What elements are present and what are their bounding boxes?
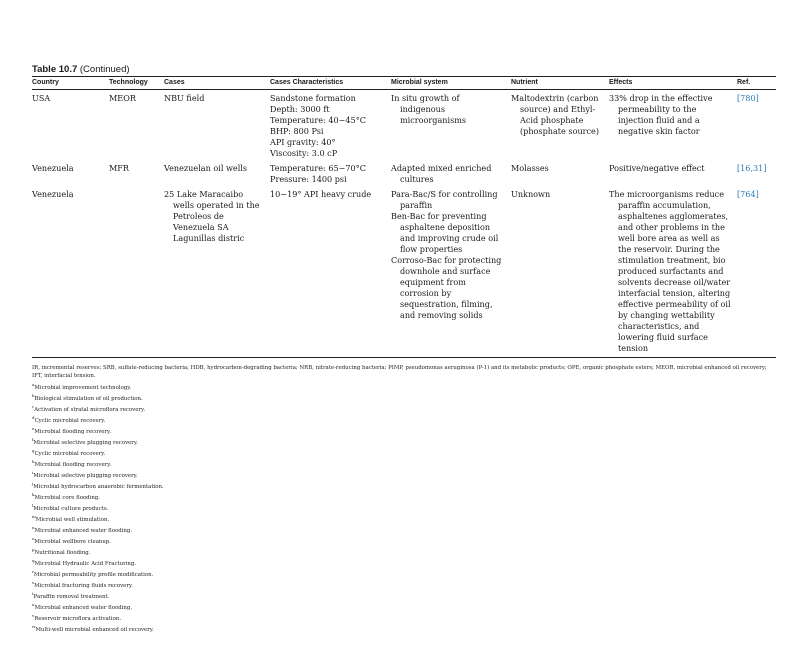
- footnote-text: Nutritional flooding.: [34, 550, 91, 557]
- case-line: NBU field: [164, 93, 205, 103]
- footnote-line: [32, 590, 776, 601]
- footnote-mark: n: [32, 525, 35, 531]
- footnote-text: Microbial Hydraulic Acid Fracturing.: [34, 561, 137, 568]
- footnote-mark: w: [32, 624, 36, 630]
- col-header-nutrient: Nutrient: [511, 77, 609, 90]
- cell-country: Venezuela: [32, 186, 109, 358]
- footnote-text: Microbial enhanced water flooding.: [34, 528, 133, 535]
- footnote-mark: c: [32, 404, 35, 410]
- header-row: [32, 77, 776, 90]
- nutrient-text: Unknown: [511, 189, 551, 199]
- col-header-characteristics: Cases Characteristics: [270, 77, 391, 90]
- cell-technology: [109, 186, 164, 358]
- cell-nutrient: [511, 160, 609, 186]
- col-header-cases: Cases: [164, 77, 270, 90]
- table-title: [32, 64, 776, 76]
- footnote-line: [32, 491, 776, 502]
- footnote-mark: f: [32, 437, 34, 443]
- footnote-mark: l: [32, 503, 34, 509]
- characteristic-line: API gravity: 40°: [270, 137, 336, 147]
- cell-nutrient: [511, 90, 609, 161]
- footnote-text: Microbial flooding recovery.: [34, 462, 112, 469]
- table-footnotes: [32, 364, 776, 634]
- cell-ref-link[interactable]: [16,31]: [737, 163, 767, 173]
- effects-text: The microorganisms reduce paraffin accumulation, asphaltenes agglomerates, and other problems in the well bore area as well as the reservoir. During the stimulation treatment, bio produced surfactants and solvents decrease oil/water interfacial tension, altering effective permeability of oil by changing wettability characteristics, and lowering fluid surface tension: [609, 189, 731, 353]
- footnote-text: Paraffin removal treatment.: [33, 594, 110, 601]
- effects-text: Positive/negative effect: [609, 163, 705, 173]
- cell-characteristics: [270, 90, 391, 161]
- characteristic-line: Temperature: 65−70°C: [270, 163, 366, 173]
- footnote-text: Cyclic microbial recovery.: [34, 418, 106, 425]
- footnote-line: [32, 546, 776, 557]
- footnote-line: [32, 469, 776, 480]
- footnote-text: Microbial selective plugging recovery.: [33, 440, 138, 447]
- footnote-line: [32, 436, 776, 447]
- abbreviations-note: IR, incremental reserves; SRB, sulfate-reducing bacteria; HDB, hydrocarbon-degrading bacteria; NRB, nitrate-reducing bacteria; PIMP, pseudomonas aeruginosa (P-1) and its metabolic products; OPE, organic phosphate esters; MEOR, microbial enhanced oil recovery; IFT, interfacial tension.: [32, 365, 767, 380]
- case-line: 25 Lake Maracaibo wells operated in the Petroleos de Venezuela SA Lagunillas distric: [164, 189, 260, 243]
- footnote-line: [32, 458, 776, 469]
- footnote-mark: a: [32, 382, 35, 388]
- table-row: [32, 90, 776, 161]
- footnote-line: [32, 447, 776, 458]
- footnote-mark: b: [32, 393, 35, 399]
- cell-characteristics: [270, 160, 391, 186]
- footnote-mark: r: [32, 569, 34, 575]
- footnote-mark: i: [32, 470, 34, 476]
- cell-ref-link[interactable]: [780]: [737, 93, 759, 103]
- footnote-mark: e: [32, 426, 35, 432]
- microbial-entry: In situ growth of indigenous microorganisms: [391, 93, 467, 125]
- cell-country: USA: [32, 93, 51, 103]
- characteristic-line: Temperature: 40−45°C: [270, 115, 366, 125]
- characteristic-line: Viscosity: 3.0 cP: [270, 148, 338, 158]
- characteristic-line: BHP: 800 Psi: [270, 126, 324, 136]
- footnote-line: [32, 381, 776, 392]
- footnote-line: [32, 414, 776, 425]
- cell-technology: MEOR: [109, 93, 136, 103]
- nutrient-text: Maltodextrin (carbon source) and Ethyl-Acid phosphate (phosphate source): [511, 93, 600, 136]
- footnote-text: Microbial hydrocarbon anaerobic fermentation.: [33, 484, 164, 491]
- col-header-technology: Technology: [109, 77, 164, 90]
- footnote-text: Microbial core flooding.: [34, 495, 100, 502]
- footnote-list: [32, 381, 776, 634]
- footnote-line: [32, 579, 776, 590]
- col-header-ref: Ref.: [737, 77, 776, 90]
- footnote-line: [32, 524, 776, 535]
- footnote-mark: o: [32, 536, 35, 542]
- footnote-text: Microbial permeability profile modification.: [33, 572, 154, 579]
- footnote-text: Biological stimulation of oil production.: [34, 396, 143, 403]
- footnote-text: Microbial improvement technology.: [34, 385, 132, 392]
- cell-country: Venezuela: [32, 163, 74, 173]
- footnote-line: [32, 502, 776, 513]
- cell-effects: [609, 186, 737, 358]
- cell-characteristics: [270, 186, 391, 358]
- footnote-mark: p: [32, 547, 35, 553]
- footnote-line: [32, 403, 776, 414]
- footnote-line: [32, 480, 776, 491]
- microbial-entry: Ben-Bac for preventing asphaltene deposition and improving crude oil flow properties: [391, 211, 499, 254]
- footnote-line: [32, 535, 776, 546]
- footnote-text: Microbial well stimulation.: [35, 517, 110, 524]
- footnote-line: [32, 425, 776, 436]
- data-table: [32, 76, 776, 358]
- footnote-text: Microbial fracturing fluids recovery.: [34, 583, 133, 590]
- footnote-text: Microbial enhanced water flooding.: [34, 605, 133, 612]
- footnote-mark: h: [32, 459, 35, 465]
- footnote-mark: u: [32, 602, 35, 608]
- cell-cases: [164, 90, 270, 161]
- footnote-line: [32, 568, 776, 579]
- table-number: Table 10.7: [32, 64, 78, 75]
- cell-cases: [164, 186, 270, 358]
- footnote-mark: q: [32, 558, 35, 564]
- footnote-mark: m: [32, 514, 36, 520]
- microbial-entry: Corroso-Bac for protecting downhole and surface equipment from corrosion by sequestration, filming, and removing solids: [391, 255, 502, 320]
- col-header-country: Country: [32, 77, 109, 90]
- table-continued: (Continued): [79, 64, 130, 75]
- footnote-text: Microbial wellbore cleanup.: [34, 539, 112, 546]
- cell-effects: [609, 160, 737, 186]
- footnote-text: Microbial culture products.: [33, 506, 109, 513]
- nutrient-text: Molasses: [511, 163, 549, 173]
- footnote-mark: v: [32, 613, 35, 619]
- footnote-text: Activation of stratal microflora recovery.: [34, 407, 146, 414]
- footnote-mark: k: [32, 492, 35, 498]
- cell-microbial: [391, 160, 511, 186]
- cell-microbial: [391, 186, 511, 358]
- footnote-text: Reservoir microflora activation.: [34, 616, 122, 623]
- cell-effects: [609, 90, 737, 161]
- case-line: Venezuelan oil wells: [164, 163, 248, 173]
- effects-text: 33% drop in the effective permeability to the injection fluid and a negative skin factor: [609, 93, 713, 136]
- col-header-effects: Effects: [609, 77, 737, 90]
- characteristic-line: 10−19° API heavy crude: [270, 189, 372, 199]
- cell-microbial: [391, 90, 511, 161]
- table-row: [32, 186, 776, 358]
- footnote-mark: t: [32, 591, 34, 597]
- footnote-line: [32, 513, 776, 524]
- characteristic-line: Pressure: 1400 psi: [270, 174, 347, 184]
- footnote-text: Cyclic microbial recovery.: [34, 451, 106, 458]
- cell-cases: [164, 160, 270, 186]
- footnote-line: [32, 557, 776, 568]
- footnote-text: Microbial flooding recovery.: [34, 429, 112, 436]
- footnote-line: [32, 601, 776, 612]
- footnote-mark: s: [32, 580, 35, 586]
- col-header-microbial: Microbial system: [391, 77, 511, 90]
- footnote-mark: d: [32, 415, 35, 421]
- footnote-mark: g: [32, 448, 35, 454]
- characteristic-line: Sandstone formation: [270, 93, 356, 103]
- table-row: [32, 160, 776, 186]
- microbial-entry: Para-Bac/S for controlling paraffin: [391, 189, 498, 210]
- cell-technology: MFR: [109, 163, 129, 173]
- footnote-text: Microbial selective plugging recovery.: [33, 473, 138, 480]
- footnote-line: [32, 612, 776, 623]
- characteristic-line: Depth: 3000 ft: [270, 104, 330, 114]
- footnote-mark: j: [32, 481, 34, 487]
- document-page: [32, 64, 776, 634]
- cell-nutrient: [511, 186, 609, 358]
- footnote-line: [32, 392, 776, 403]
- microbial-entry: Adapted mixed enriched cultures: [391, 163, 492, 184]
- cell-ref-link[interactable]: [764]: [737, 186, 776, 358]
- footnote-line: [32, 623, 776, 634]
- footnote-text: Multi-well microbial enhanced oil recovery.: [35, 627, 154, 634]
